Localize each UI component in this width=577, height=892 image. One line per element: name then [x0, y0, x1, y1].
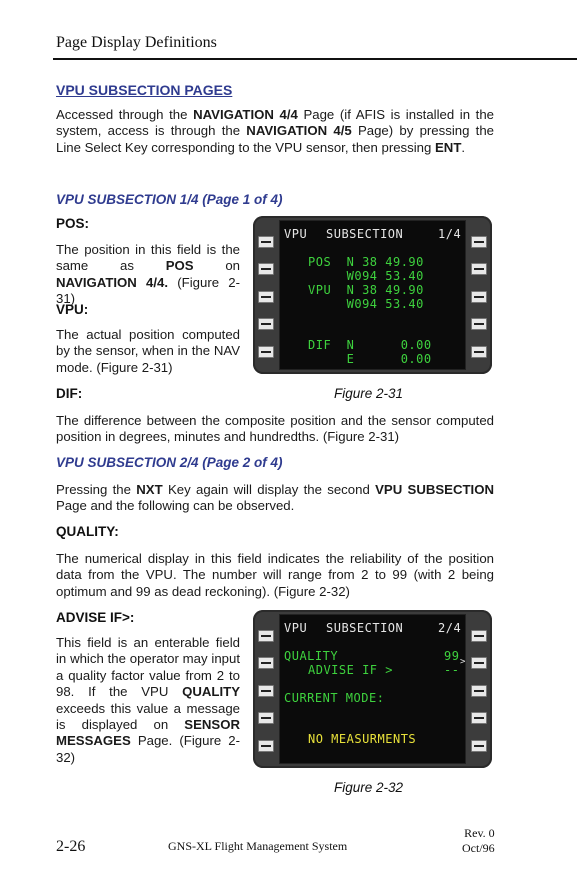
intro-text: Page) by pressing the Line Select Key corresponding to the VPU sensor, then pressing — [56, 123, 495, 155]
page2-intro-bold: NXT — [136, 482, 163, 497]
line-select-key-right-4[interactable] — [471, 318, 487, 330]
display-title-left: VPU — [284, 621, 308, 635]
display-title-mid: SUBSECTION — [326, 621, 404, 635]
display-line-dif-e: E 0.00 — [308, 352, 432, 366]
dif-description: The difference between the composite position and the sensor computed position in degrees, minutes and hundredths. (Figure 2-31) — [56, 413, 494, 445]
intro-bold: NAVIGATION 4/4 — [193, 107, 298, 122]
pos-text: (Figure 2-31) — [56, 274, 241, 307]
vpu-label: VPU: — [56, 302, 89, 317]
line-select-key-left-1[interactable] — [258, 630, 274, 642]
display-current-mode-label: CURRENT MODE: — [284, 691, 385, 705]
pos-bold: NAVIGATION 4/4. — [56, 274, 169, 290]
line-select-key-right-1[interactable] — [471, 236, 487, 248]
display-page-indicator: 2/4 — [438, 621, 462, 635]
page2-intro-text: Pressing the — [56, 482, 137, 497]
intro-bold: NAVIGATION 4/5 — [246, 123, 352, 139]
pos-bold: POS — [165, 258, 194, 274]
advise-text: exceeds this value a message is displayed on — [56, 700, 240, 733]
intro-paragraph — [56, 107, 494, 156]
display-advise-arrow: > — [460, 657, 466, 667]
display-title-left: VPU — [284, 227, 308, 241]
display-advise-if-value: -- — [444, 663, 460, 677]
line-select-key-left-2[interactable] — [258, 657, 274, 669]
line-select-key-right-1[interactable] — [471, 630, 487, 642]
display-title-mid: SUBSECTION — [326, 227, 404, 241]
pos-text: on — [193, 258, 240, 274]
display-page-indicator: 1/4 — [438, 227, 462, 241]
line-select-key-right-5[interactable] — [471, 740, 487, 752]
page2-intro-text: Key again will display the second — [162, 482, 376, 497]
page-header-title: Page Display Definitions — [56, 34, 217, 51]
line-select-key-left-3[interactable] — [258, 291, 274, 303]
dif-label: DIF: — [56, 386, 83, 401]
advise-text: This field is an enterable field in which the operator may input a quality factor value from 2 to 98. If the VPU — [56, 635, 240, 700]
display-line-vpu-lon: W094 53.40 — [308, 297, 424, 311]
page2-intro-text: Page and the following can be observed. — [56, 498, 295, 514]
display-advise-if-label: ADVISE IF > — [308, 663, 393, 677]
intro-text: Accessed through the — [56, 107, 194, 122]
line-select-key-left-5[interactable] — [258, 346, 274, 358]
cdu-display-fig-2-31 — [253, 216, 492, 374]
advise-text: Page. (Figure 2-32) — [56, 733, 240, 765]
line-select-key-left-4[interactable] — [258, 712, 274, 724]
quality-description: The numerical display in this field indicates the reliability of the position data from the VPU. The number will range from 2 to 99 (with 2 being optimum and 99 as dead reckoning). (Figure 2-32) — [56, 551, 494, 599]
footer-manual-title: GNS-XL Flight Management System — [168, 839, 348, 853]
figure-caption-2-32: Figure 2-32 — [334, 780, 404, 795]
page2-subhead: VPU SUBSECTION 2/4 (Page 2 of 4) — [56, 455, 283, 470]
display-line-vpu-lat: VPU N 38 49.90 — [308, 283, 424, 297]
cdu-screen — [279, 614, 466, 764]
intro-text: Page (if AFIS is installed in the system, access is through the — [56, 107, 495, 139]
line-select-key-left-1[interactable] — [258, 236, 274, 248]
section-heading: VPU SUBSECTION PAGES — [56, 82, 233, 98]
advise-if-label: ADVISE IF>: — [56, 610, 135, 625]
footer-rev: Rev. 0 — [464, 826, 495, 840]
figure-caption-2-31: Figure 2-31 — [334, 386, 404, 401]
page2-intro — [56, 482, 494, 515]
display-line-pos-lon: W094 53.40 — [308, 269, 424, 283]
line-select-key-left-4[interactable] — [258, 318, 274, 330]
cdu-screen — [279, 220, 466, 370]
display-current-mode-value: NO MEASURMENTS — [308, 732, 417, 746]
pos-label: POS: — [56, 216, 90, 231]
advise-if-description — [56, 635, 240, 766]
line-select-key-right-4[interactable] — [471, 712, 487, 724]
line-select-key-right-3[interactable] — [471, 291, 487, 303]
header-rule — [53, 58, 577, 60]
line-select-key-right-3[interactable] — [471, 685, 487, 697]
intro-bold: ENT — [435, 139, 462, 155]
pos-description — [56, 242, 240, 308]
intro-text: . — [461, 139, 466, 155]
cdu-display-fig-2-32 — [253, 610, 492, 768]
display-quality-label: QUALITY — [284, 649, 339, 663]
display-line-dif-n: DIF N 0.00 — [308, 338, 432, 352]
line-select-key-right-2[interactable] — [471, 657, 487, 669]
line-select-key-left-2[interactable] — [258, 263, 274, 275]
display-line-pos-lat: POS N 38 49.90 — [308, 255, 424, 269]
display-quality-value: 99 — [444, 649, 460, 663]
pos-text: The position in this field is the same as — [56, 242, 240, 274]
line-select-key-right-2[interactable] — [471, 263, 487, 275]
vpu-description: The actual position computed by the sensor, when in the NAV mode. (Figure 2-31) — [56, 327, 240, 375]
page2-intro-bold: VPU SUBSECTION — [375, 482, 495, 497]
advise-bold: QUALITY — [182, 684, 240, 700]
line-select-key-left-5[interactable] — [258, 740, 274, 752]
footer-date: Oct/96 — [462, 841, 495, 855]
advise-bold: SENSOR MESSAGES — [56, 717, 240, 749]
quality-label: QUALITY: — [56, 524, 119, 539]
page1-subhead: VPU SUBSECTION 1/4 (Page 1 of 4) — [56, 192, 283, 207]
line-select-key-left-3[interactable] — [258, 685, 274, 697]
footer-revision — [462, 826, 495, 856]
footer-page-number: 2-26 — [56, 838, 86, 855]
line-select-key-right-5[interactable] — [471, 346, 487, 358]
